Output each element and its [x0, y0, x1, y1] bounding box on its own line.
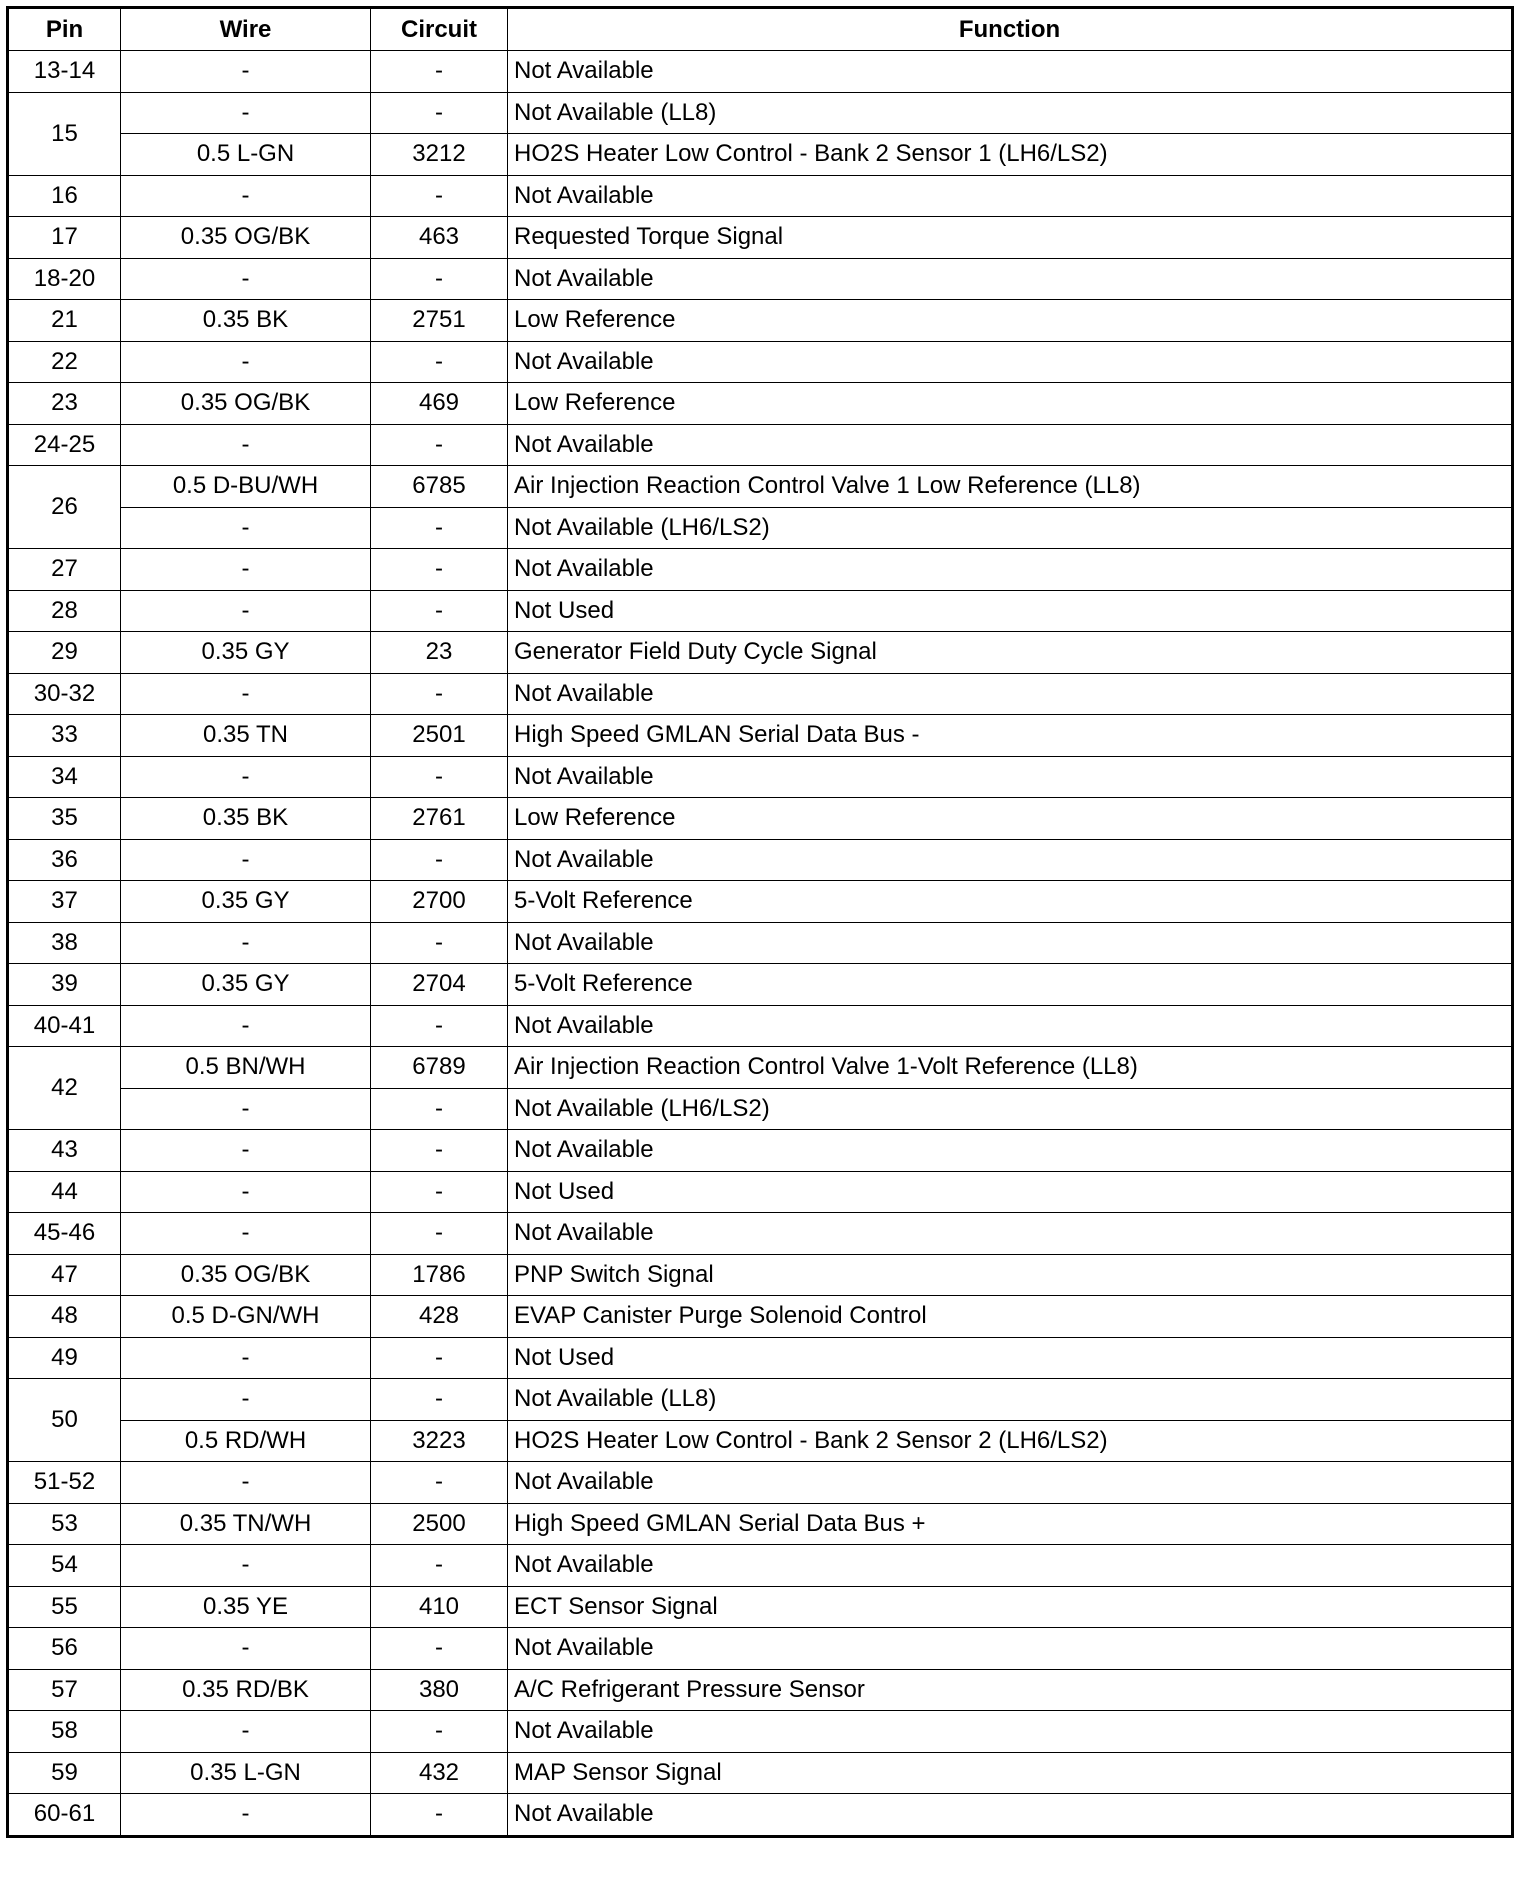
- circuit-cell: -: [371, 1794, 508, 1837]
- circuit-cell: 3212: [371, 134, 508, 176]
- connector-pinout-table: [6, 6, 1514, 1838]
- table-row: [8, 1171, 1513, 1213]
- table-row: [8, 1586, 1513, 1628]
- circuit-cell: -: [371, 1711, 508, 1753]
- table-row: [8, 424, 1513, 466]
- function-cell: Not Available: [508, 756, 1513, 798]
- table-row: [8, 258, 1513, 300]
- table-row: [8, 1794, 1513, 1837]
- function-cell: Requested Torque Signal: [508, 217, 1513, 259]
- circuit-cell: -: [371, 1088, 508, 1130]
- table-row: [8, 1130, 1513, 1172]
- table-row: [8, 1503, 1513, 1545]
- circuit-cell: 2751: [371, 300, 508, 342]
- pin-cell: 23: [8, 383, 121, 425]
- wire-cell: 0.35 GY: [121, 632, 371, 674]
- circuit-cell: 463: [371, 217, 508, 259]
- circuit-cell: 432: [371, 1752, 508, 1794]
- pin-cell: 26: [8, 466, 121, 549]
- table-row: [8, 922, 1513, 964]
- circuit-cell: 1786: [371, 1254, 508, 1296]
- circuit-cell: -: [371, 1130, 508, 1172]
- table-row: [8, 549, 1513, 591]
- wire-cell: -: [121, 1088, 371, 1130]
- table-row: [8, 217, 1513, 259]
- table-row: [8, 1005, 1513, 1047]
- wire-cell: -: [121, 1628, 371, 1670]
- table-row: [8, 383, 1513, 425]
- circuit-cell: 380: [371, 1669, 508, 1711]
- function-cell: Not Available: [508, 175, 1513, 217]
- circuit-cell: -: [371, 756, 508, 798]
- table-row: [8, 1296, 1513, 1338]
- wire-cell: 0.5 BN/WH: [121, 1047, 371, 1089]
- pin-cell: 24-25: [8, 424, 121, 466]
- pin-cell: 30-32: [8, 673, 121, 715]
- function-cell: ECT Sensor Signal: [508, 1586, 1513, 1628]
- table-row: [8, 175, 1513, 217]
- header-function: Function: [508, 8, 1513, 51]
- wire-cell: 0.5 RD/WH: [121, 1420, 371, 1462]
- circuit-cell: 6789: [371, 1047, 508, 1089]
- table-row: [8, 1711, 1513, 1753]
- table-row: [8, 1752, 1513, 1794]
- pin-cell: 15: [8, 92, 121, 175]
- pin-cell: 38: [8, 922, 121, 964]
- wire-cell: 0.5 L-GN: [121, 134, 371, 176]
- function-cell: Not Used: [508, 1171, 1513, 1213]
- table-body: [8, 51, 1513, 1837]
- circuit-cell: -: [371, 175, 508, 217]
- circuit-cell: -: [371, 1462, 508, 1504]
- pin-cell: 53: [8, 1503, 121, 1545]
- wire-cell: -: [121, 341, 371, 383]
- circuit-cell: 428: [371, 1296, 508, 1338]
- wire-cell: 0.35 L-GN: [121, 1752, 371, 1794]
- table-row: [8, 756, 1513, 798]
- function-cell: EVAP Canister Purge Solenoid Control: [508, 1296, 1513, 1338]
- function-cell: PNP Switch Signal: [508, 1254, 1513, 1296]
- table-row: [8, 715, 1513, 757]
- table-row: [8, 1047, 1513, 1089]
- pin-cell: 17: [8, 217, 121, 259]
- wire-cell: -: [121, 51, 371, 93]
- circuit-cell: 23: [371, 632, 508, 674]
- function-cell: Not Available: [508, 1213, 1513, 1255]
- pin-cell: 22: [8, 341, 121, 383]
- table-row: [8, 839, 1513, 881]
- wire-cell: 0.35 OG/BK: [121, 1254, 371, 1296]
- table-row: [8, 466, 1513, 508]
- wire-cell: 0.35 BK: [121, 300, 371, 342]
- wire-cell: -: [121, 175, 371, 217]
- pin-cell: 37: [8, 881, 121, 923]
- table-row: [8, 507, 1513, 549]
- wire-cell: 0.35 BK: [121, 798, 371, 840]
- function-cell: 5-Volt Reference: [508, 964, 1513, 1006]
- wire-cell: -: [121, 673, 371, 715]
- pin-cell: 55: [8, 1586, 121, 1628]
- pin-cell: 56: [8, 1628, 121, 1670]
- pin-cell: 34: [8, 756, 121, 798]
- table-row: [8, 632, 1513, 674]
- function-cell: Generator Field Duty Cycle Signal: [508, 632, 1513, 674]
- wire-cell: 0.5 D-GN/WH: [121, 1296, 371, 1338]
- wire-cell: 0.35 OG/BK: [121, 383, 371, 425]
- table-row: [8, 1462, 1513, 1504]
- function-cell: Not Available: [508, 424, 1513, 466]
- pin-cell: 16: [8, 175, 121, 217]
- function-cell: Low Reference: [508, 300, 1513, 342]
- circuit-cell: -: [371, 258, 508, 300]
- function-cell: Not Available: [508, 1628, 1513, 1670]
- pin-cell: 45-46: [8, 1213, 121, 1255]
- function-cell: Low Reference: [508, 383, 1513, 425]
- table-row: [8, 1337, 1513, 1379]
- circuit-cell: 3223: [371, 1420, 508, 1462]
- wire-cell: -: [121, 258, 371, 300]
- circuit-cell: -: [371, 507, 508, 549]
- wire-cell: -: [121, 1711, 371, 1753]
- header-wire: Wire: [121, 8, 371, 51]
- circuit-cell: 410: [371, 1586, 508, 1628]
- wire-cell: -: [121, 756, 371, 798]
- circuit-cell: 469: [371, 383, 508, 425]
- wire-cell: -: [121, 1379, 371, 1421]
- table-row: [8, 964, 1513, 1006]
- circuit-cell: -: [371, 922, 508, 964]
- pin-cell: 36: [8, 839, 121, 881]
- circuit-cell: -: [371, 839, 508, 881]
- wire-cell: -: [121, 1462, 371, 1504]
- function-cell: Not Available: [508, 1462, 1513, 1504]
- function-cell: Low Reference: [508, 798, 1513, 840]
- table-row: [8, 1213, 1513, 1255]
- wire-cell: 0.5 D-BU/WH: [121, 466, 371, 508]
- circuit-cell: -: [371, 92, 508, 134]
- pin-cell: 58: [8, 1711, 121, 1753]
- wire-cell: 0.35 GY: [121, 964, 371, 1006]
- table-row: [8, 1420, 1513, 1462]
- circuit-cell: 2704: [371, 964, 508, 1006]
- wire-cell: -: [121, 549, 371, 591]
- function-cell: Not Available: [508, 1005, 1513, 1047]
- table-row: [8, 1379, 1513, 1421]
- wire-cell: 0.35 OG/BK: [121, 217, 371, 259]
- wire-cell: 0.35 RD/BK: [121, 1669, 371, 1711]
- circuit-cell: -: [371, 424, 508, 466]
- pin-cell: 54: [8, 1545, 121, 1587]
- pin-cell: 29: [8, 632, 121, 674]
- function-cell: Not Available: [508, 839, 1513, 881]
- wire-cell: 0.35 TN/WH: [121, 1503, 371, 1545]
- table-row: [8, 300, 1513, 342]
- wire-cell: -: [121, 1213, 371, 1255]
- pin-cell: 51-52: [8, 1462, 121, 1504]
- circuit-cell: -: [371, 1379, 508, 1421]
- function-cell: Air Injection Reaction Control Valve 1 Low Reference (LL8): [508, 466, 1513, 508]
- function-cell: Not Used: [508, 590, 1513, 632]
- pin-cell: 50: [8, 1379, 121, 1462]
- function-cell: High Speed GMLAN Serial Data Bus -: [508, 715, 1513, 757]
- table-row: [8, 1545, 1513, 1587]
- function-cell: Not Available (LH6/LS2): [508, 1088, 1513, 1130]
- pin-cell: 44: [8, 1171, 121, 1213]
- function-cell: HO2S Heater Low Control - Bank 2 Sensor 2 (LH6/LS2): [508, 1420, 1513, 1462]
- function-cell: Not Available (LL8): [508, 1379, 1513, 1421]
- circuit-cell: -: [371, 341, 508, 383]
- function-cell: Not Available: [508, 922, 1513, 964]
- table-row: [8, 1088, 1513, 1130]
- circuit-cell: -: [371, 549, 508, 591]
- function-cell: Not Available: [508, 1794, 1513, 1837]
- pin-cell: 40-41: [8, 1005, 121, 1047]
- table-header-row: [8, 8, 1513, 51]
- table-row: [8, 1628, 1513, 1670]
- function-cell: Air Injection Reaction Control Valve 1-Volt Reference (LL8): [508, 1047, 1513, 1089]
- wire-cell: -: [121, 92, 371, 134]
- function-cell: Not Available: [508, 341, 1513, 383]
- table-row: [8, 92, 1513, 134]
- pin-cell: 47: [8, 1254, 121, 1296]
- wire-cell: -: [121, 922, 371, 964]
- table-row: [8, 673, 1513, 715]
- function-cell: MAP Sensor Signal: [508, 1752, 1513, 1794]
- wire-cell: 0.35 TN: [121, 715, 371, 757]
- pin-cell: 35: [8, 798, 121, 840]
- circuit-cell: 6785: [371, 466, 508, 508]
- pin-cell: 60-61: [8, 1794, 121, 1837]
- wire-cell: -: [121, 1794, 371, 1837]
- wire-cell: -: [121, 507, 371, 549]
- circuit-cell: -: [371, 1213, 508, 1255]
- header-pin: Pin: [8, 8, 121, 51]
- pin-cell: 48: [8, 1296, 121, 1338]
- circuit-cell: 2700: [371, 881, 508, 923]
- circuit-cell: -: [371, 1545, 508, 1587]
- wire-cell: -: [121, 1545, 371, 1587]
- circuit-cell: 2500: [371, 1503, 508, 1545]
- circuit-cell: -: [371, 1628, 508, 1670]
- function-cell: Not Used: [508, 1337, 1513, 1379]
- function-cell: Not Available (LL8): [508, 92, 1513, 134]
- function-cell: Not Available: [508, 51, 1513, 93]
- circuit-cell: -: [371, 1005, 508, 1047]
- circuit-cell: -: [371, 1337, 508, 1379]
- table-row: [8, 1669, 1513, 1711]
- function-cell: Not Available: [508, 549, 1513, 591]
- table-row: [8, 881, 1513, 923]
- wire-cell: 0.35 GY: [121, 881, 371, 923]
- function-cell: High Speed GMLAN Serial Data Bus +: [508, 1503, 1513, 1545]
- function-cell: Not Available: [508, 1130, 1513, 1172]
- table-row: [8, 1254, 1513, 1296]
- circuit-cell: -: [371, 1171, 508, 1213]
- wire-cell: -: [121, 1130, 371, 1172]
- function-cell: A/C Refrigerant Pressure Sensor: [508, 1669, 1513, 1711]
- circuit-cell: -: [371, 590, 508, 632]
- pin-cell: 33: [8, 715, 121, 757]
- table-row: [8, 341, 1513, 383]
- circuit-cell: -: [371, 51, 508, 93]
- function-cell: Not Available (LH6/LS2): [508, 507, 1513, 549]
- pin-cell: 28: [8, 590, 121, 632]
- function-cell: Not Available: [508, 1711, 1513, 1753]
- pin-cell: 27: [8, 549, 121, 591]
- wire-cell: -: [121, 590, 371, 632]
- pin-cell: 18-20: [8, 258, 121, 300]
- wire-cell: -: [121, 1005, 371, 1047]
- wire-cell: -: [121, 839, 371, 881]
- table-row: [8, 590, 1513, 632]
- function-cell: 5-Volt Reference: [508, 881, 1513, 923]
- wire-cell: -: [121, 1171, 371, 1213]
- function-cell: Not Available: [508, 258, 1513, 300]
- pin-cell: 21: [8, 300, 121, 342]
- wire-cell: -: [121, 424, 371, 466]
- pin-cell: 49: [8, 1337, 121, 1379]
- pin-cell: 43: [8, 1130, 121, 1172]
- pin-cell: 42: [8, 1047, 121, 1130]
- pin-cell: 59: [8, 1752, 121, 1794]
- pin-cell: 13-14: [8, 51, 121, 93]
- header-circuit: Circuit: [371, 8, 508, 51]
- circuit-cell: 2761: [371, 798, 508, 840]
- function-cell: Not Available: [508, 673, 1513, 715]
- table-row: [8, 134, 1513, 176]
- function-cell: Not Available: [508, 1545, 1513, 1587]
- table-row: [8, 798, 1513, 840]
- circuit-cell: -: [371, 673, 508, 715]
- function-cell: HO2S Heater Low Control - Bank 2 Sensor 1 (LH6/LS2): [508, 134, 1513, 176]
- circuit-cell: 2501: [371, 715, 508, 757]
- pin-cell: 39: [8, 964, 121, 1006]
- wire-cell: 0.35 YE: [121, 1586, 371, 1628]
- table-row: [8, 51, 1513, 93]
- pin-cell: 57: [8, 1669, 121, 1711]
- wire-cell: -: [121, 1337, 371, 1379]
